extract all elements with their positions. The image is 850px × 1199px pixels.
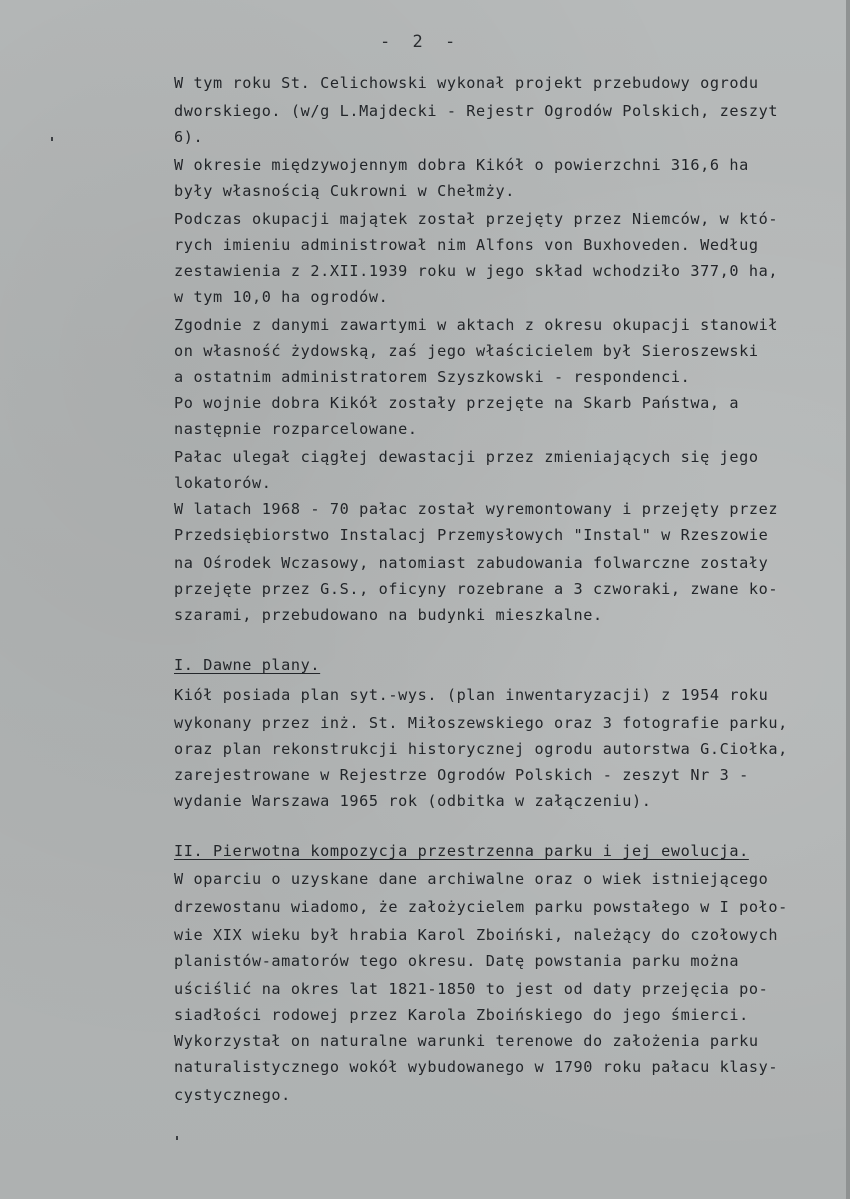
text-line: wykonany przez inż. St. Miłoszewskiego oraz 3 fotografie parku, [174, 714, 788, 732]
text-line: Zgodnie z danymi zawartymi w aktach z okresu okupacji stanowił [174, 316, 779, 334]
text-line: następnie rozparcelowane. [174, 420, 418, 438]
text-line: zarejestrowane w Rejestrze Ogrodów Polskich - zeszyt Nr 3 - [174, 766, 749, 784]
text-line: rych imieniu administrował nim Alfons von Buxhoveden. Według [174, 236, 759, 254]
text-line: na Ośrodek Wczasowy, natomiast zabudowania folwarczne zostały [174, 554, 769, 572]
page-edge [846, 0, 850, 1199]
section-heading: II. Pierwotna kompozycja przestrzenna parku i jej ewolucja. [174, 842, 749, 860]
text-line: Kiół posiada plan syt.-wys. (plan inwentaryzacji) z 1954 roku [174, 686, 769, 704]
text-line: W oparciu o uzyskane dane archiwalne oraz o wiek istniejącego [174, 870, 769, 888]
page-number: - 2 - [380, 32, 462, 52]
text-line: Podczas okupacji majątek został przejęty przez Niemców, w któ- [174, 210, 779, 228]
text-line: szarami, przebudowano na budynki mieszkalne. [174, 606, 603, 624]
text-line: planistów-amatorów tego okresu. Datę powstania parku można [174, 952, 740, 970]
margin-mark [51, 137, 53, 141]
text-line: w tym 10,0 ha ogrodów. [174, 288, 389, 306]
text-line: cystycznego. [174, 1086, 291, 1104]
text-line: siadłości rodowej przez Karola Zboińskiego do jego śmierci. [174, 1006, 749, 1024]
margin-mark [176, 1136, 178, 1140]
text-line: lokatorów. [174, 474, 272, 492]
text-line: Przedsiębiorstwo Instalacj Przemysłowych "Instal" w Rzeszowie [174, 526, 769, 544]
text-line: drzewostanu wiadomo, że założycielem parku powstałego w I poło- [174, 898, 788, 916]
text-line: były własnością Cukrowni w Chełmży. [174, 182, 516, 200]
text-line: dworskiego. (w/g L.Majdecki - Rejestr Ogrodów Polskich, zeszyt [174, 102, 779, 120]
text-line: oraz plan rekonstrukcji historycznej ogrodu autorstwa G.Ciołka, [174, 740, 788, 758]
text-line: przejęte przez G.S., oficyny rozebrane a 3 czworaki, zwane ko- [174, 580, 779, 598]
text-line: wydanie Warszawa 1965 rok (odbitka w załączeniu). [174, 792, 652, 810]
text-line: W latach 1968 - 70 pałac został wyremontowany i przejęty przez [174, 500, 779, 518]
section-heading: I. Dawne plany. [174, 656, 321, 674]
text-line: Pałac ulegał ciągłej dewastacji przez zmieniających się jego [174, 448, 759, 466]
text-line: Po wojnie dobra Kikół zostały przejęte na Skarb Państwa, a [174, 394, 740, 412]
text-line: on własność żydowską, zaś jego właścicielem był Sieroszewski [174, 342, 759, 360]
text-line: a ostatnim administratorem Szyszkowski - respondenci. [174, 368, 691, 386]
text-line: uściślić na okres lat 1821-1850 to jest od daty przejęcia po- [174, 980, 769, 998]
text-line: W tym roku St. Celichowski wykonał projekt przebudowy ogrodu [174, 74, 759, 92]
text-line: naturalistycznego wokół wybudowanego w 1790 roku pałacu klasy- [174, 1058, 779, 1076]
text-line: W okresie międzywojennym dobra Kikół o powierzchni 316,6 ha [174, 156, 749, 174]
text-line: zestawienia z 2.XII.1939 roku w jego skład wchodziło 377,0 ha, [174, 262, 779, 280]
text-line: wie XIX wieku był hrabia Karol Zboiński, należący do czołowych [174, 926, 779, 944]
text-line: Wykorzystał on naturalne warunki terenowe do założenia parku [174, 1032, 759, 1050]
text-line: 6). [174, 128, 204, 146]
